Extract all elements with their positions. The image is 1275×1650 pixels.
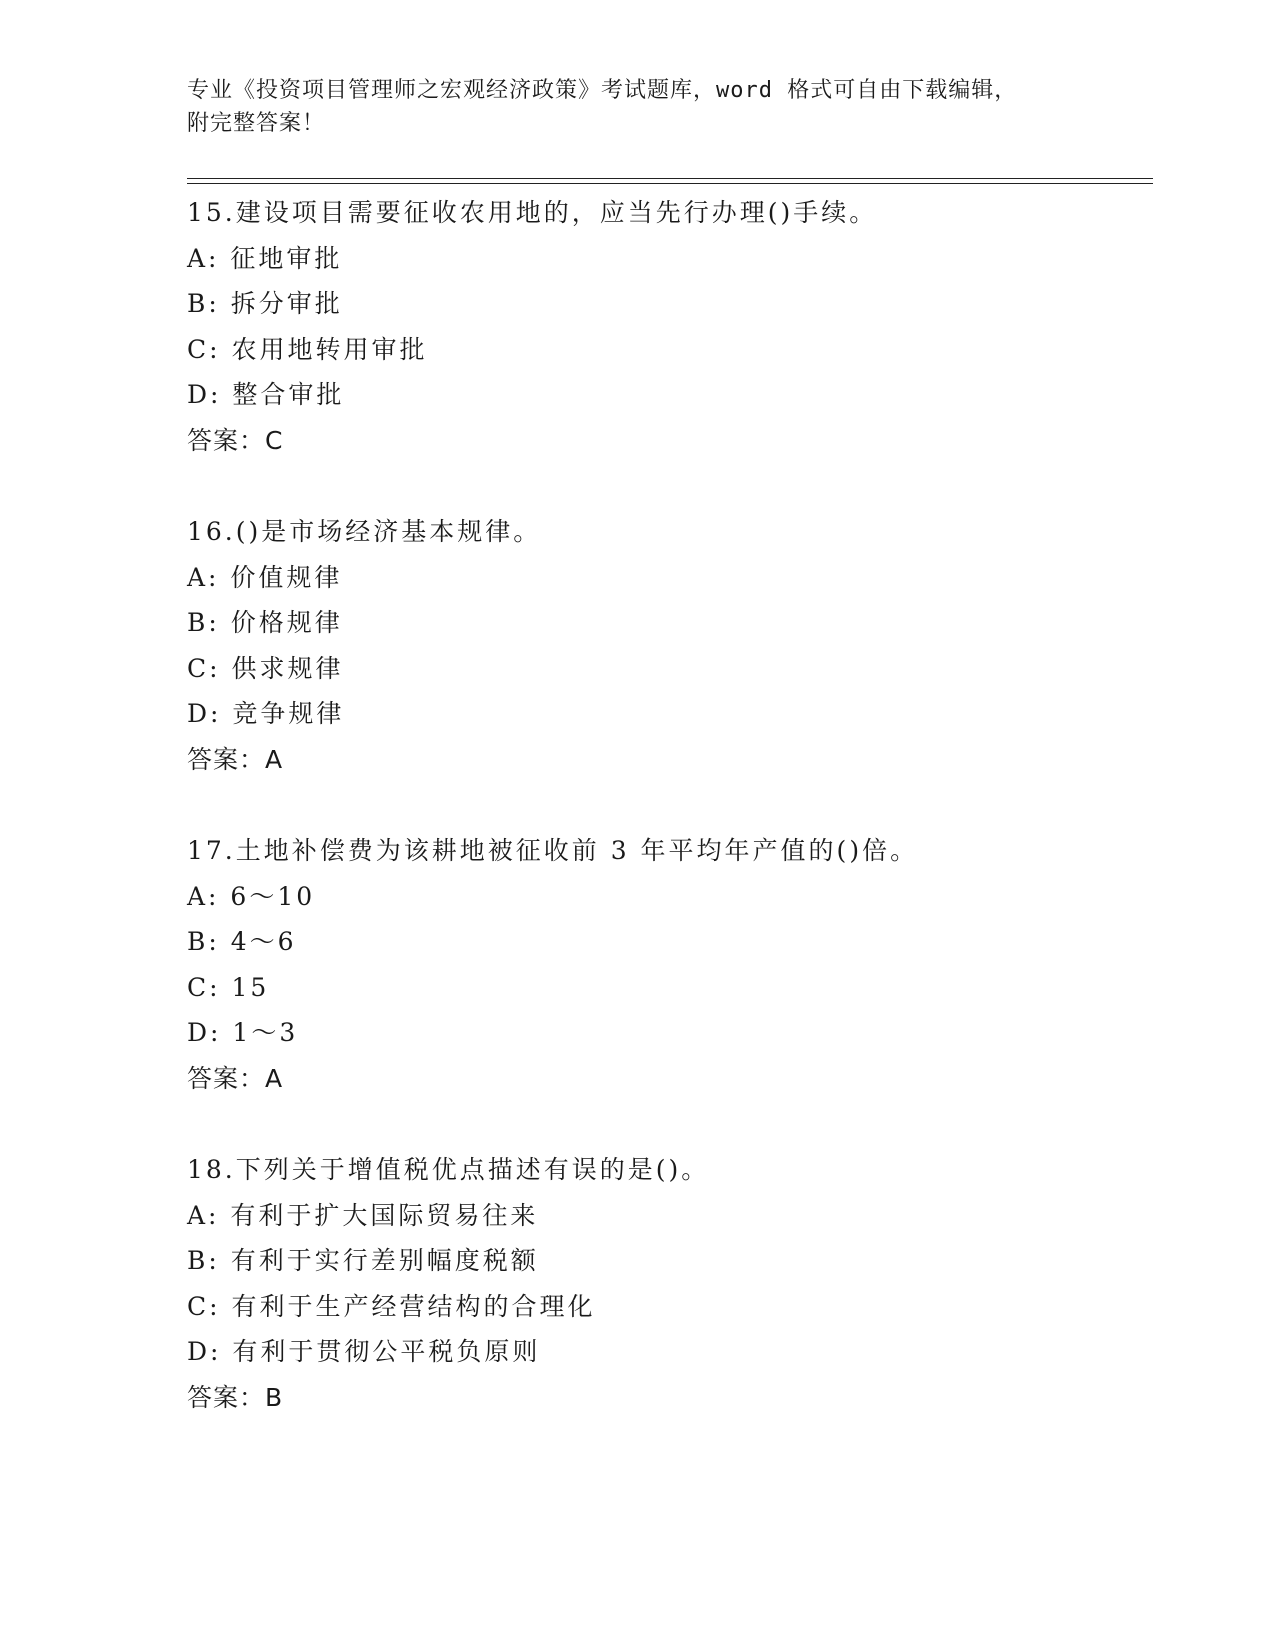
question-17 — [187, 828, 1153, 1101]
question-stem: 17.土地补偿费为该耕地被征收前 3 年平均年产值的()倍。 — [187, 836, 919, 865]
header-line-1: 专业《投资项目管理师之宏观经济政策》考试题库，word 格式可自由下载编辑， — [187, 78, 1018, 103]
option-c: C: 供求规律 — [187, 653, 344, 683]
question-stem: 15.建设项目需要征收农用地的，应当先行办理()手续。 — [187, 198, 878, 227]
option-c: C: 15 — [187, 972, 270, 1002]
option-d: D: 1～3 — [187, 1018, 299, 1047]
option-a: A: 有利于扩大国际贸易往来 — [187, 1200, 539, 1230]
option-b: B: 价格规律 — [187, 608, 343, 637]
document-header — [187, 74, 1067, 140]
option-c: C: 有利于生产经营结构的合理化 — [187, 1291, 596, 1321]
question-16 — [187, 509, 1153, 782]
question-list — [187, 190, 1153, 1466]
option-b: B: 有利于实行差别幅度税额 — [187, 1246, 539, 1275]
header-divider-top — [187, 178, 1153, 179]
option-a: A: 6～10 — [187, 881, 316, 911]
answer: 答案：A — [187, 1063, 284, 1093]
question-stem: 16.()是市场经济基本规律。 — [187, 517, 542, 546]
option-c: C: 农用地转用审批 — [187, 334, 428, 364]
header-line-2: 附完整答案！ — [187, 111, 326, 136]
answer: 答案：B — [187, 1382, 284, 1412]
option-b: B: 拆分审批 — [187, 289, 343, 318]
question-15 — [187, 190, 1153, 463]
question-stem: 18.下列关于增值税优点描述有误的是()。 — [187, 1155, 710, 1184]
option-a: A: 征地审批 — [187, 243, 343, 273]
header-divider-bottom — [187, 183, 1153, 184]
answer: 答案：A — [187, 744, 284, 774]
question-18 — [187, 1147, 1153, 1420]
option-b: B: 4～6 — [187, 927, 297, 956]
answer: 答案：C — [187, 425, 284, 455]
option-d: D: 有利于贯彻公平税负原则 — [187, 1337, 541, 1366]
option-d: D: 整合审批 — [187, 380, 345, 409]
option-d: D: 竞争规律 — [187, 699, 345, 728]
option-a: A: 价值规律 — [187, 562, 343, 592]
